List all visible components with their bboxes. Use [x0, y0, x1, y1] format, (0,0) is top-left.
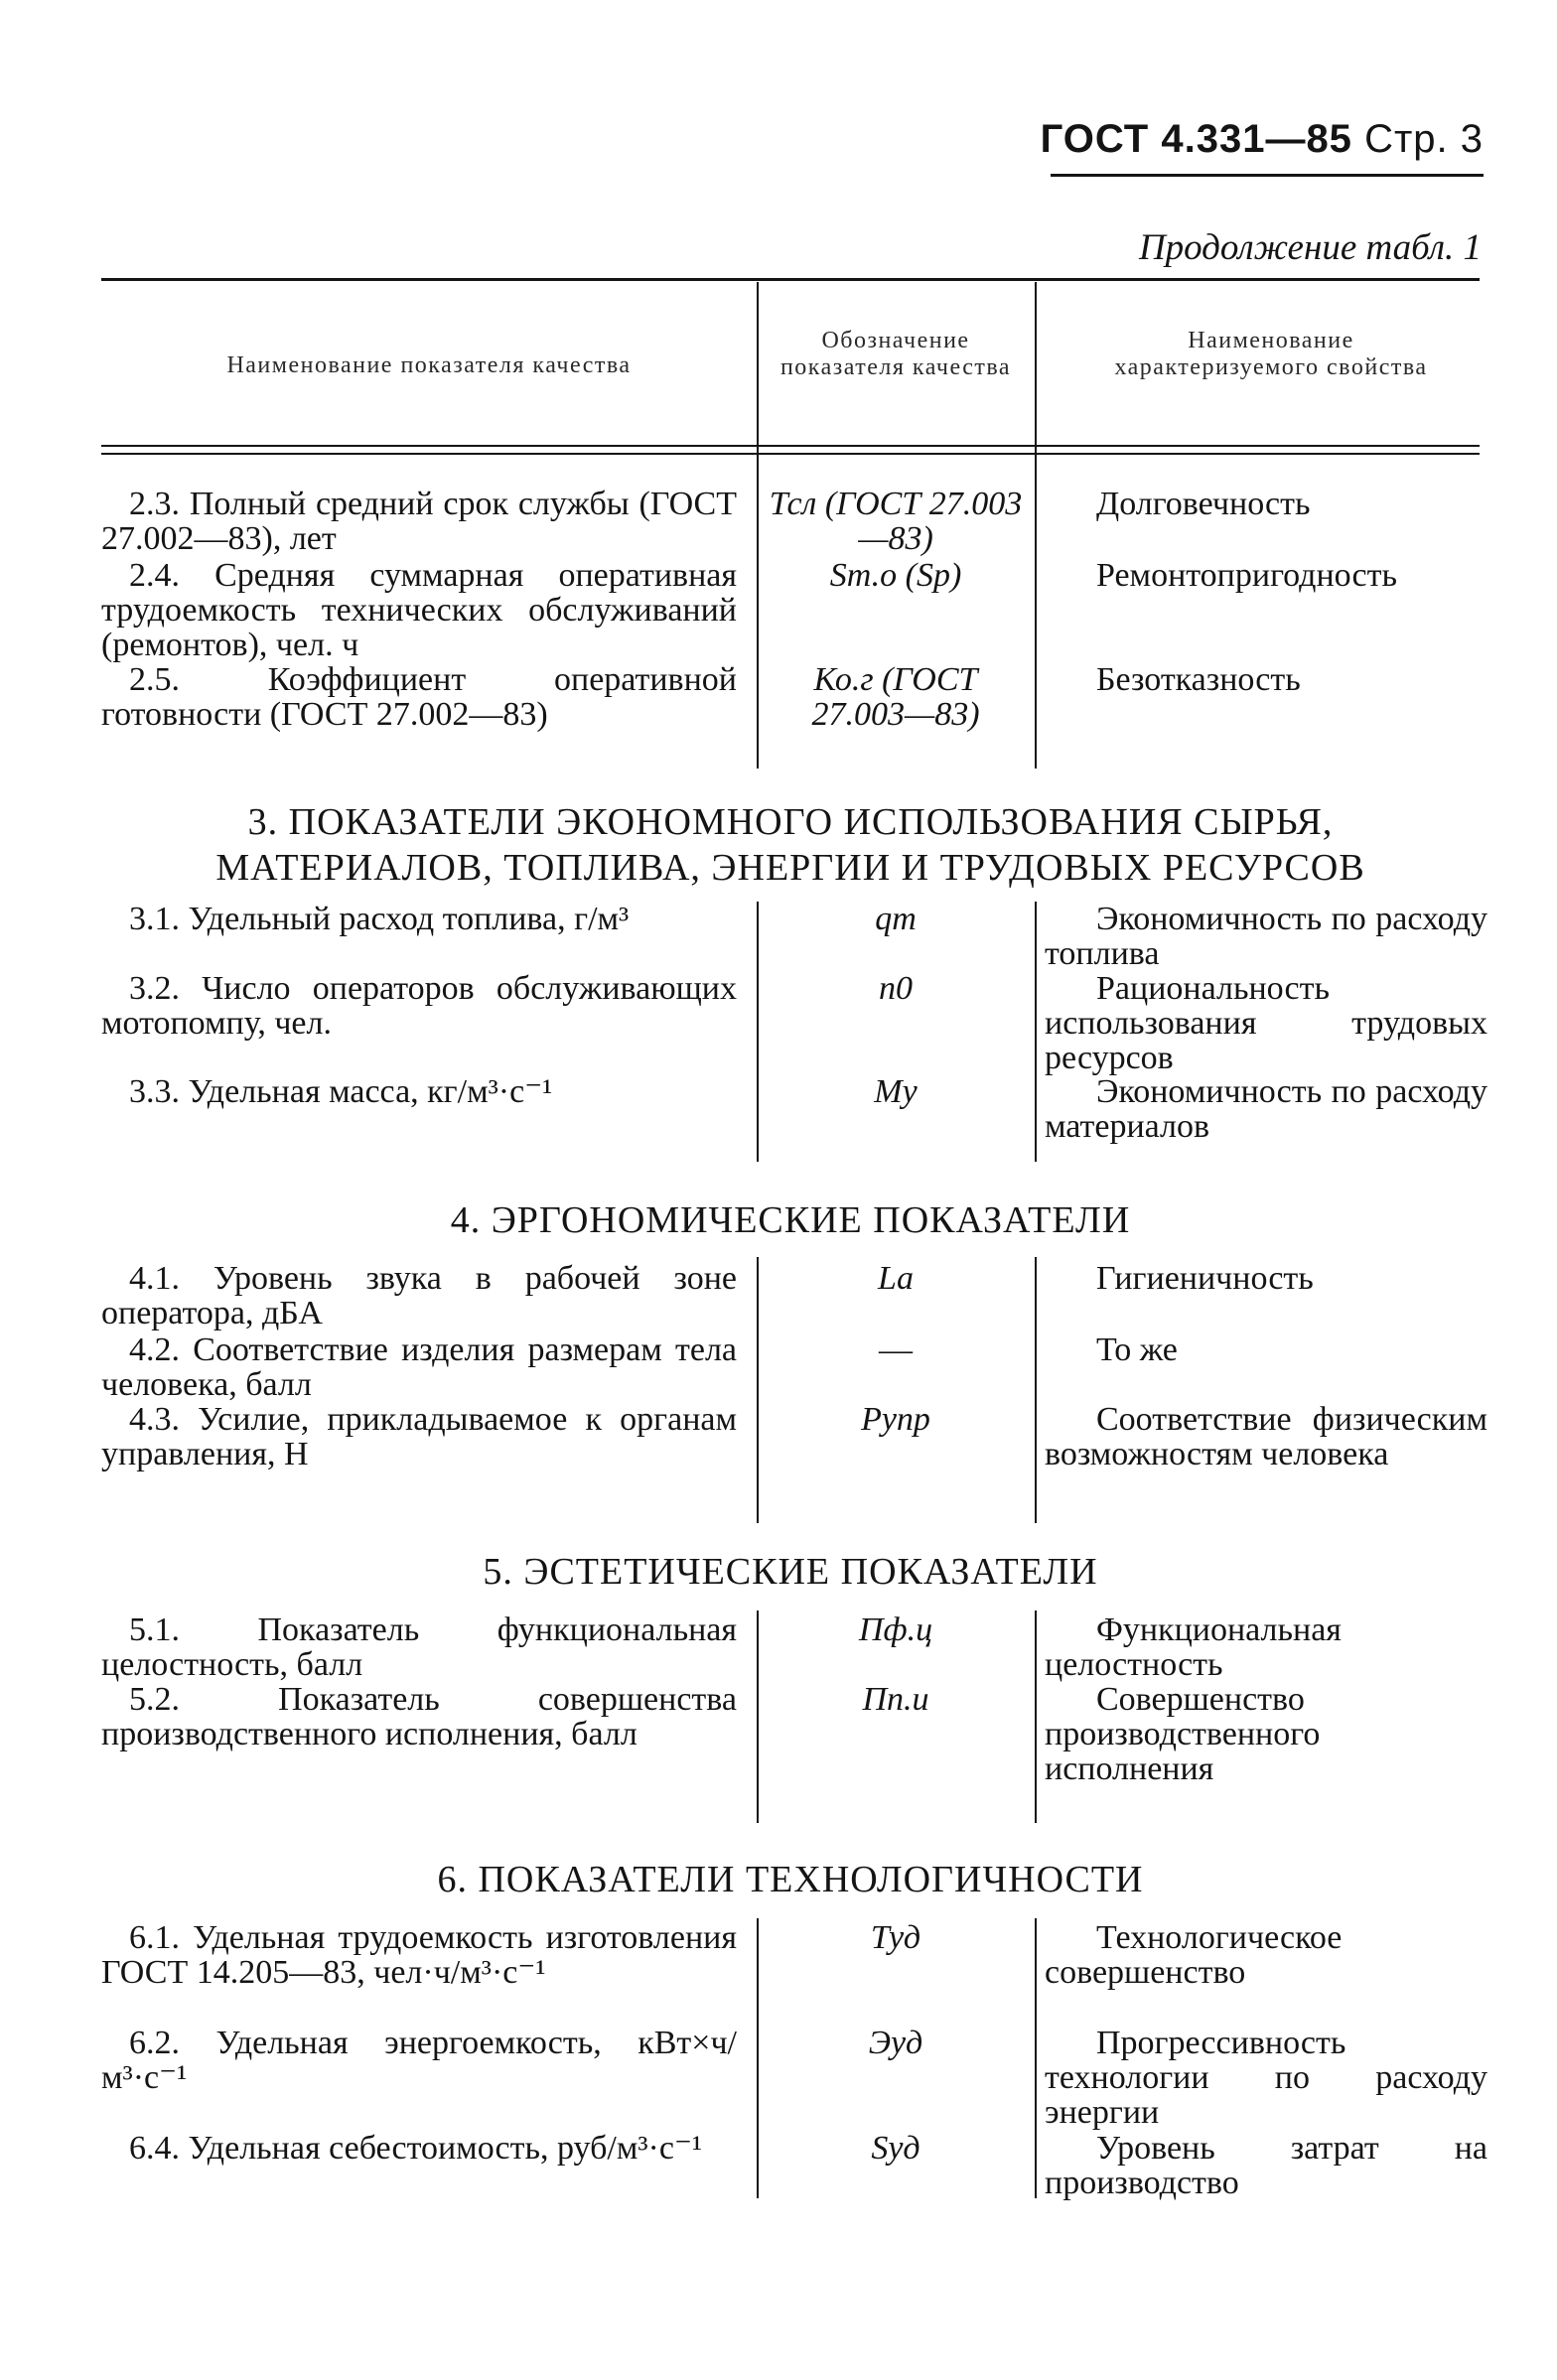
standard-number: ГОСТ 4.331—85: [1040, 117, 1352, 161]
column-header-name: Наименование показателя качества: [226, 352, 632, 378]
column-divider: [1035, 1257, 1037, 1523]
row-symbol: Эуд: [868, 2025, 923, 2061]
header-rule: [1051, 174, 1484, 177]
row-name: 6.4. Удельная себестоимость, руб/м³·с⁻¹: [129, 2130, 703, 2167]
row-property: Совершенство производственного исполнения: [1045, 1681, 1321, 1787]
table-head-rule: [101, 445, 1480, 447]
row-name: 4.3. Усилие, прикладываемое к органам управления, Н: [101, 1401, 737, 1472]
row-symbol: Пп.и: [862, 1681, 929, 1718]
row-symbol: Sт.о (Sр): [829, 557, 962, 594]
row-name: 4.2. Соответствие изделия размерам тела человека, балл: [101, 1331, 737, 1403]
row-symbol: Рупр: [861, 1401, 930, 1438]
row-name: 3.1. Удельный расход топлива, г/м³: [129, 901, 630, 937]
row-property: То же: [1096, 1331, 1178, 1368]
row-symbol: n0: [879, 970, 913, 1007]
row-symbol: Пф.ц: [858, 1611, 933, 1648]
row-symbol: Ко.г (ГОСТ 27.003—83): [811, 661, 980, 733]
table-continuation-caption: Продолжение табл. 1: [1138, 227, 1482, 268]
row-name: 2.4. Средняя суммарная оперативная трудоемкость технических обслуживаний (ремонтов), чел. ч: [101, 557, 737, 663]
row-property: Функциональная целостность: [1045, 1611, 1342, 1683]
row-name: 3.2. Число операторов обслуживающих мотопомпу, чел.: [101, 970, 737, 1042]
row-name: 3.3. Удельная масса, кг/м³·с⁻¹: [129, 1073, 553, 1110]
row-name: 6.2. Удельная энергоемкость, кВт×ч/м³·с⁻¹: [101, 2025, 737, 2096]
table-top-rule: [101, 278, 1480, 281]
row-property: Соответствие физическим возможностям человека: [1045, 1401, 1487, 1472]
row-name: 4.1. Уровень звука в рабочей зоне оператора, дБА: [101, 1260, 737, 1331]
row-property: Экономичность по расходу топлива: [1045, 901, 1487, 972]
row-symbol: Му: [874, 1073, 918, 1110]
column-divider: [757, 282, 759, 769]
row-property: Экономичность по расходу материалов: [1045, 1073, 1487, 1145]
column-header-property: Наименование характеризуемого свойства: [1114, 328, 1428, 380]
row-property: Долговечность: [1096, 486, 1311, 522]
section-title-line: 3. ПОКАЗАТЕЛИ ЭКОНОМНОГО ИСПОЛЬЗОВАНИЯ СЫРЬЯ,: [247, 801, 1334, 843]
page-number: Стр. 3: [1364, 117, 1484, 161]
column-divider: [1035, 1918, 1037, 2198]
row-property: Технологическое совершенство: [1045, 1919, 1343, 1991]
row-symbol: —: [879, 1331, 913, 1368]
row-name: 5.2. Показатель совершенства производственного исполнения, балл: [101, 1681, 737, 1752]
section-title: 6. ПОКАЗАТЕЛИ ТЕХНОЛОГИЧНОСТИ: [437, 1859, 1144, 1900]
row-name: 5.1. Показатель функциональная целостность, балл: [101, 1611, 737, 1683]
column-divider: [1035, 1610, 1037, 1823]
row-property: Ремонтопригодность: [1096, 557, 1397, 594]
section-title-line: МАТЕРИАЛОВ, ТОПЛИВА, ЭНЕРГИИ И ТРУДОВЫХ РЕСУРСОВ: [215, 847, 1365, 889]
row-property: Прогрессивность технологии по расходу энергии: [1045, 2025, 1487, 2131]
row-name: 2.5. Коэффициент оперативной готовности (ГОСТ 27.002—83): [101, 661, 737, 733]
row-property: Гигиеничность: [1096, 1260, 1314, 1297]
section-title: [101, 799, 1480, 891]
table-head-rule: [101, 453, 1480, 455]
document-header: [1041, 117, 1484, 162]
row-symbol: La: [878, 1260, 914, 1297]
column-header-symbol: Обозначение показателя качества: [779, 328, 1012, 380]
row-name: 6.1. Удельная трудоемкость изготовления ГОСТ 14.205—83, чел·ч/м³·с⁻¹: [101, 1919, 737, 1991]
row-property: Уровень затрат на производство: [1045, 2130, 1487, 2201]
row-property: Безотказность: [1096, 661, 1301, 698]
column-divider: [757, 902, 759, 1162]
column-divider: [1035, 902, 1037, 1162]
column-divider: [1035, 282, 1037, 769]
section-title: 4. ЭРГОНОМИЧЕСКИЕ ПОКАЗАТЕЛИ: [450, 1199, 1131, 1241]
row-symbol: Тсл (ГОСТ 27.003—83): [769, 486, 1023, 557]
section-title: 5. ЭСТЕТИЧЕСКИЕ ПОКАЗАТЕЛИ: [483, 1551, 1098, 1593]
column-divider: [757, 1257, 759, 1523]
row-symbol: Туд: [870, 1919, 921, 1956]
row-property: Рациональность использования трудовых ресурсов: [1045, 970, 1487, 1076]
row-name: 2.3. Полный средний срок службы (ГОСТ 27.002—83), лет: [101, 486, 737, 557]
row-symbol: qт: [875, 901, 917, 937]
row-symbol: Sуд: [871, 2130, 920, 2167]
